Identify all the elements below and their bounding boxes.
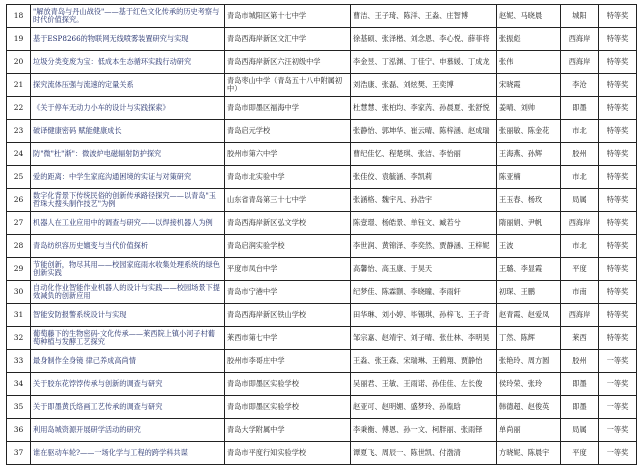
table-row	[7, 304, 637, 327]
award-table-body	[7, 5, 637, 465]
table-row	[7, 51, 637, 74]
project-title: 数字化背景下传统民俗的创新传承路径探究——以青岛"玉哲珠大搜头制作技艺"为例	[31, 189, 225, 212]
team-members: 张静怡、郭坤华、崔云晴、陈梓涵、赵成瑞	[351, 120, 497, 143]
row-number: 27	[7, 212, 31, 235]
row-number: 21	[7, 74, 31, 97]
advisor-names: 王海燕、孙辉	[497, 143, 561, 166]
district: 李沧	[561, 74, 599, 97]
award-level: 特等奖	[599, 281, 637, 304]
row-number: 36	[7, 419, 31, 442]
team-members: 高馨怡、高玉康、于昊天	[351, 258, 497, 281]
table-row	[7, 28, 637, 51]
team-members: 李金昱、丁泓渊、丁佳宁、申慕媛、丁成龙	[351, 51, 497, 74]
team-members: 王淼、张王森、宋瑞琳、王鹤翔、贾静怡	[351, 350, 497, 373]
advisor-names: 张振彪	[497, 28, 561, 51]
table-row	[7, 281, 637, 304]
project-title: 智能安防报警系统设计与实现	[31, 304, 225, 327]
district: 市北	[561, 235, 599, 258]
team-members: 杜慧慧、张柏均、李家芮、孙晨夏、张舒悦	[351, 97, 497, 120]
table-row	[7, 189, 637, 212]
row-number: 35	[7, 396, 31, 419]
row-number: 22	[7, 97, 31, 120]
school-name: 青岛启润实验学校	[225, 235, 351, 258]
award-level: 特等奖	[599, 143, 637, 166]
school-name: 青岛启元学校	[225, 120, 351, 143]
award-level: 一等奖	[599, 419, 637, 442]
award-level: 特等奖	[599, 189, 637, 212]
district: 即墨	[561, 396, 599, 419]
row-number: 29	[7, 258, 31, 281]
table-row	[7, 212, 637, 235]
project-title: 垃圾分类变废为宝：低成本生态循环实践行动研究	[31, 51, 225, 74]
school-name: 青岛西海岸新区文汇中学	[225, 28, 351, 51]
project-title: 节能创新，物尽其用——校园家庭雨水收集处理系统的绿色创新实践	[31, 258, 225, 281]
team-members: 邹宗嘉、赵靖宇、刘子晴、张仕林、李明昊	[351, 327, 497, 350]
school-name: 胶州市李哥庄中学	[225, 350, 351, 373]
row-number: 30	[7, 281, 31, 304]
district: 即墨	[561, 97, 599, 120]
district: 西海岸	[561, 212, 599, 235]
row-number: 19	[7, 28, 31, 51]
row-number: 28	[7, 235, 31, 258]
project-title: 青岛纺织容历史嬗变与当代价值探析	[31, 235, 225, 258]
advisor-names: 王玉春、杨玫	[497, 189, 561, 212]
team-members: 赵亚可、赵明媚、盛梦玲、孙胤晗	[351, 396, 497, 419]
award-level: 特等奖	[599, 28, 637, 51]
school-name: 胶州市第六中学	[225, 143, 351, 166]
advisor-names: 王波	[497, 235, 561, 258]
advisor-names: 方晓妮、陈晨宇	[497, 442, 561, 465]
award-level: 一等奖	[599, 396, 637, 419]
school-name: 莱西市第七中学	[225, 327, 351, 350]
row-number: 23	[7, 120, 31, 143]
award-list-sheet	[6, 4, 636, 465]
award-level: 特等奖	[599, 258, 637, 281]
district: 即墨	[561, 373, 599, 396]
team-members: 李世润、黄锦泽、李奕然、贾静涵、王梓妮	[351, 235, 497, 258]
table-row	[7, 120, 637, 143]
project-title: 防"微"杜"渐"：微波炉电磁辐射防护探究	[31, 143, 225, 166]
advisor-names: 侯玲荣、张玲	[497, 373, 561, 396]
row-number: 33	[7, 350, 31, 373]
team-members: 李秉衡、傅恩、孙一文、柯胖丽、张雨铎	[351, 419, 497, 442]
award-table	[6, 4, 637, 465]
district: 西海岸	[561, 51, 599, 74]
school-name: 青岛市宁港中学	[225, 281, 351, 304]
project-title: 自动化作业智能作业机器人的设计与实践——校园场景下提效减负的创新应用	[31, 281, 225, 304]
project-title: 爱的距离：中学生家庭沟通困境的实证与对策研究	[31, 166, 225, 189]
team-members: 纪梦佳、陈霖颢、李晓瞳、李雨轩	[351, 281, 497, 304]
district: 局属	[561, 189, 599, 212]
team-members: 刘浩康、张磊、刘炫樊、王奕博	[351, 74, 497, 97]
advisor-names: 陈亚楠	[497, 166, 561, 189]
project-title: 最身制作全身镜 律己养成高尚情	[31, 350, 225, 373]
award-level: 特等奖	[599, 97, 637, 120]
advisor-names: 姜晴、刘帅	[497, 97, 561, 120]
advisor-names: 赵妮、马晓晨	[497, 5, 561, 28]
row-number: 32	[7, 327, 31, 350]
advisor-names: 宋晓霞	[497, 74, 561, 97]
table-row	[7, 166, 637, 189]
project-title: 关于胶东花饽饽传承与创新的调查与研究	[31, 373, 225, 396]
table-row	[7, 350, 637, 373]
district: 胶州	[561, 143, 599, 166]
district: 西海岸	[561, 304, 599, 327]
project-title: 探究流体压强与流速的定量关系	[31, 74, 225, 97]
team-members: 曹纪佳忆、程楚琪、张洁、李怡丽	[351, 143, 497, 166]
school-name: 青岛市平度行知实验学校	[225, 442, 351, 465]
team-members: 陈壹璟、杨皓景、单钰文、臧若兮	[351, 212, 497, 235]
school-name: 平度市凤台中学	[225, 258, 351, 281]
school-name: 青岛西海岸新区六汪初级中学	[225, 51, 351, 74]
advisor-names: 赵青霞、赵爱凤	[497, 304, 561, 327]
project-title: 关于即墨黄氏络画工艺传承的调查与研究	[31, 396, 225, 419]
award-level: 特等奖	[599, 235, 637, 258]
row-number: 34	[7, 373, 31, 396]
team-members: 吴丽君、王敏、王雨诺、孙佳佳、左长俊	[351, 373, 497, 396]
school-name: 青岛市即墨区福海中学	[225, 97, 351, 120]
district: 平度	[561, 258, 599, 281]
district: 市北	[561, 166, 599, 189]
table-row	[7, 258, 637, 281]
project-title: 谁在驱动车轮?——一场化学与工程的跨学科共谋	[31, 442, 225, 465]
school-name: 青岛市即墨区实验学校	[225, 396, 351, 419]
table-row	[7, 396, 637, 419]
row-number: 26	[7, 189, 31, 212]
award-level: 一等奖	[599, 350, 637, 373]
award-level: 一等奖	[599, 373, 637, 396]
district: 胶州	[561, 350, 599, 373]
advisor-names: 隋丽娟、尹帆	[497, 212, 561, 235]
table-row	[7, 373, 637, 396]
team-members: 谭夏飞、周辰一、陈世凯、付渤清	[351, 442, 497, 465]
project-title: 基于ESP8266的物联网无线喷雾装置研究与实现	[31, 28, 225, 51]
advisor-names: 单尚丽	[497, 419, 561, 442]
advisor-names: 丁然、陈辉	[497, 327, 561, 350]
project-title: "解放青岛与丹山战役"——基于红色文化传承的历史考察与时代价值探究。	[31, 5, 225, 28]
award-level: 特等奖	[599, 5, 637, 28]
row-number: 37	[7, 442, 31, 465]
school-name: 青岛市北实验中学	[225, 166, 351, 189]
team-members: 张佳佼、袁毓涵、李凯莉	[351, 166, 497, 189]
table-row	[7, 143, 637, 166]
team-members: 张涵格、魏宇凡、孙浩宇	[351, 189, 497, 212]
award-level: 特等奖	[599, 74, 637, 97]
table-row	[7, 5, 637, 28]
school-name: 青岛西海岸新区弘文学校	[225, 212, 351, 235]
district: 莱西	[561, 327, 599, 350]
district: 局属	[561, 419, 599, 442]
award-level: 一等奖	[599, 442, 637, 465]
district: 市北	[561, 120, 599, 143]
school-name: 青岛枣山中学（青岛五十八中附属初中）	[225, 74, 351, 97]
table-row	[7, 235, 637, 258]
table-row	[7, 442, 637, 465]
award-level: 特等奖	[599, 51, 637, 74]
project-title: 《关于停车无动力小车的设计与实践探索》	[31, 97, 225, 120]
team-members: 田华琳、刘小婷、毕锡琪、孙梓飞、王子奇	[351, 304, 497, 327]
row-number: 31	[7, 304, 31, 327]
award-level: 特等奖	[599, 327, 637, 350]
project-title: 利用岛城资源开展研学活动的研究	[31, 419, 225, 442]
row-number: 20	[7, 51, 31, 74]
advisor-names: 王璐、李显霞	[497, 258, 561, 281]
advisor-names: 韩德超、赵俊英	[497, 396, 561, 419]
award-level: 特等奖	[599, 212, 637, 235]
award-level: 特等奖	[599, 304, 637, 327]
row-number: 24	[7, 143, 31, 166]
district: 城阳	[561, 5, 599, 28]
project-title: 机器人在工业应用中的调查与研究——以焊接机器人为例	[31, 212, 225, 235]
advisor-names: 张艳玲、周方圆	[497, 350, 561, 373]
school-name: 山东省青岛第三十七中学	[225, 189, 351, 212]
team-members: 徐基硕、张泽楷、刘念恩、李心悦、薛菲将	[351, 28, 497, 51]
table-row	[7, 419, 637, 442]
advisor-names: 张伟	[497, 51, 561, 74]
table-row	[7, 97, 637, 120]
project-title: 葡萄藤下的生物密码·文化传承——莱西院上镇小河子村葡萄种植与发酵工艺探究	[31, 327, 225, 350]
advisor-names: 张丽敏、陈金花	[497, 120, 561, 143]
row-number: 25	[7, 166, 31, 189]
team-members: 曹洁、王子琦、陈洋、王淼、庄智博	[351, 5, 497, 28]
advisor-names: 初琛、王鹏	[497, 281, 561, 304]
table-row	[7, 74, 637, 97]
project-title: 破译健康密码 赋能健康成长	[31, 120, 225, 143]
district: 市南	[561, 281, 599, 304]
award-level: 特等奖	[599, 166, 637, 189]
school-name: 青岛大学附属中学	[225, 419, 351, 442]
row-number: 18	[7, 5, 31, 28]
district: 平度	[561, 442, 599, 465]
award-level: 特等奖	[599, 120, 637, 143]
district: 西海岸	[561, 28, 599, 51]
school-name: 青岛西海岸新区铁山学校	[225, 304, 351, 327]
table-row	[7, 327, 637, 350]
school-name: 青岛市即墨区实验学校	[225, 373, 351, 396]
school-name: 青岛市城阳区第十七中学	[225, 5, 351, 28]
